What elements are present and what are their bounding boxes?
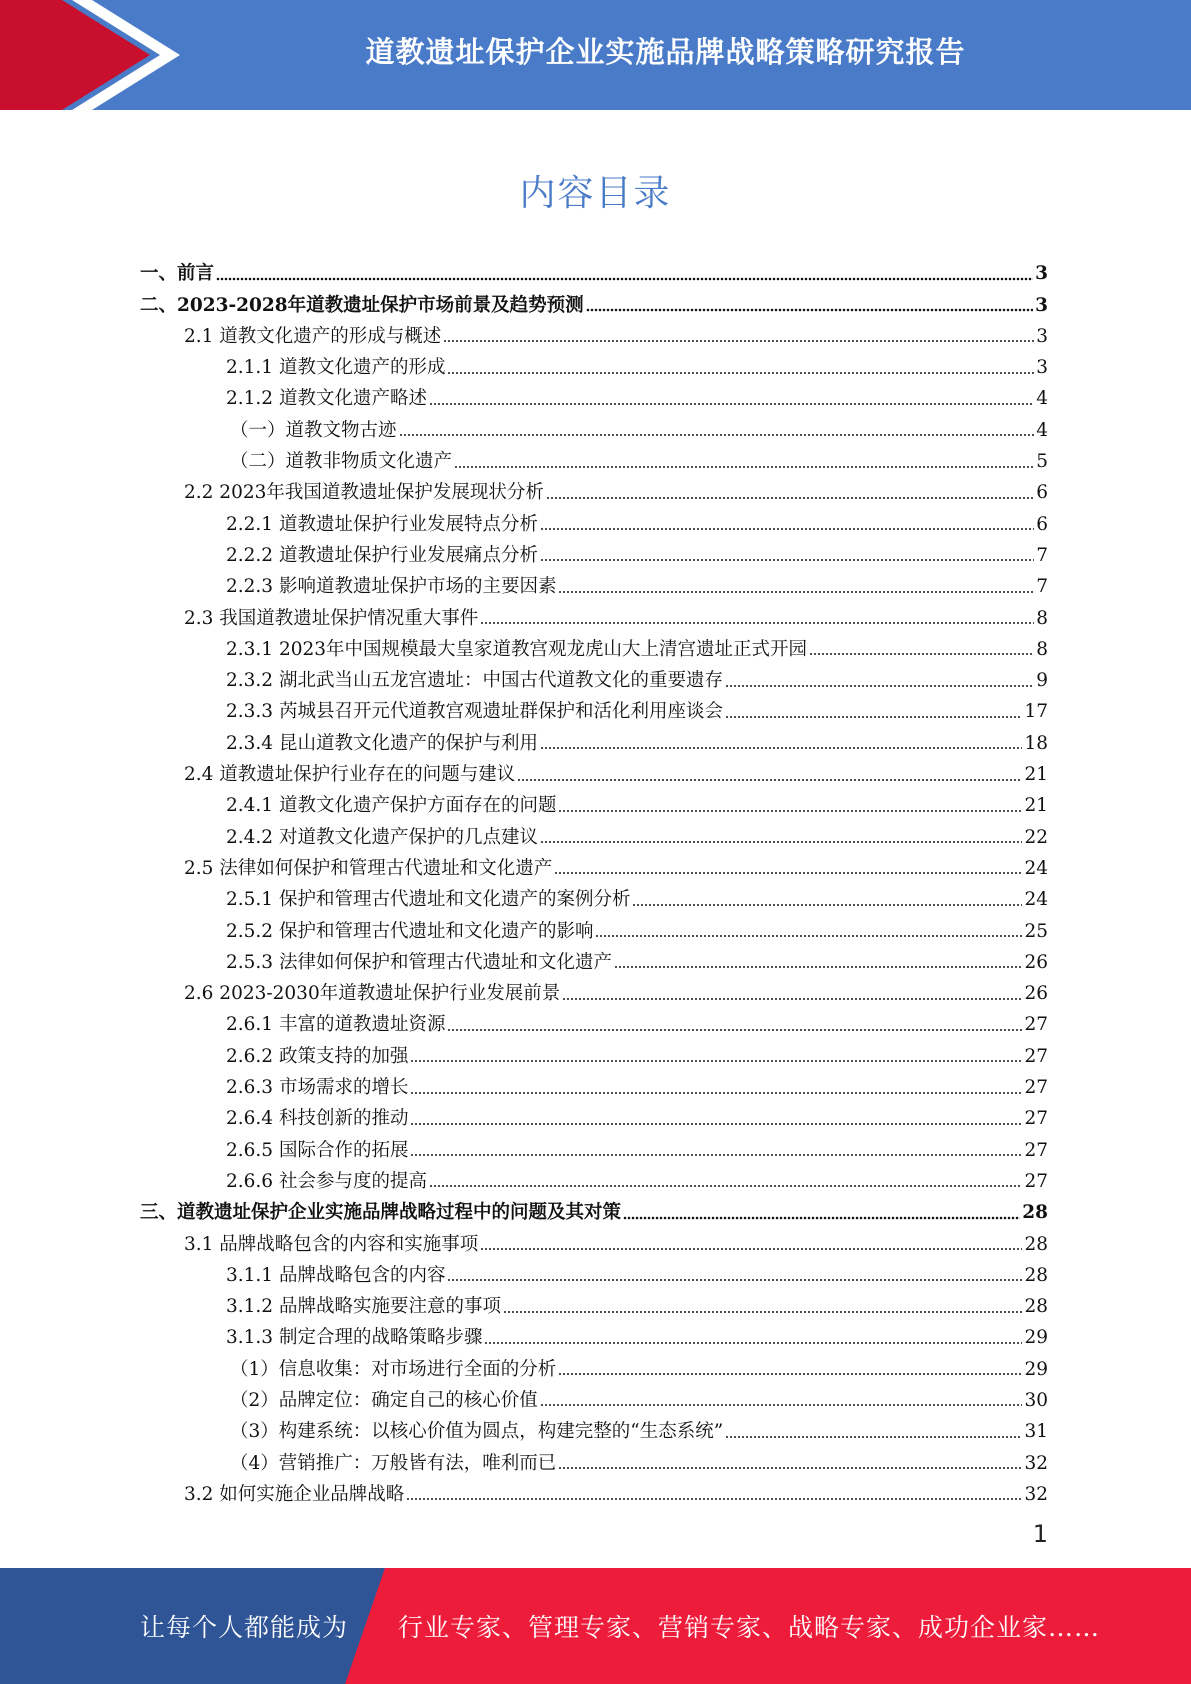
toc-entry-title: 2.1 道教文化遗产的形成与概述 <box>184 325 442 347</box>
toc-entry-title: 2.6.2 政策支持的加强 <box>226 1045 409 1067</box>
toc-dot-leader <box>725 683 1034 688</box>
toc-entry[interactable] <box>140 1130 1048 1161</box>
toc-entry-page: 27 <box>1024 1108 1048 1130</box>
toc-dot-leader <box>540 1403 1023 1408</box>
toc-entry[interactable] <box>140 849 1048 880</box>
toc-dot-leader <box>447 1278 1022 1283</box>
toc-entry-page: 22 <box>1024 826 1048 848</box>
toc-entry[interactable] <box>140 1068 1048 1099</box>
toc-entry-title: （4）营销推广：万般皆有法，唯利而已 <box>230 1452 557 1474</box>
toc-entry-page: 32 <box>1024 1483 1048 1505</box>
toc-dot-leader <box>429 1184 1022 1189</box>
toc-entry-title: 一、前言 <box>140 263 215 285</box>
toc-entry[interactable] <box>140 1475 1048 1506</box>
toc-entry-title: （1）信息收集：对市场进行全面的分析 <box>230 1358 557 1380</box>
toc-dot-leader <box>429 401 1034 406</box>
toc-entry-page: 28 <box>1024 1233 1048 1255</box>
toc-entry-title: 2.6 2023-2030年道教遗址保护行业发展前景 <box>184 983 561 1005</box>
toc-entry-title: 2.5.2 保护和管理古代遗址和文化遗产的影响 <box>226 920 594 942</box>
toc-entry[interactable] <box>140 630 1048 661</box>
toc-entry-title: （2）品牌定位：确定自己的核心价值 <box>230 1389 538 1411</box>
toc-dot-leader <box>480 621 1034 626</box>
report-title: 道教遗址保护企业实施品牌战略策略研究报告 <box>365 34 966 69</box>
toc-entry-page: 27 <box>1024 1077 1048 1099</box>
toc-dot-leader <box>540 527 1034 532</box>
toc-entry[interactable] <box>140 1005 1048 1036</box>
page-header-band <box>0 0 1191 110</box>
toc-dot-leader <box>447 1027 1022 1032</box>
toc-entry-title: 2.2.2 道教遗址保护行业发展痛点分析 <box>226 544 538 566</box>
toc-entry[interactable] <box>140 1349 1048 1380</box>
toc-entry-page: 17 <box>1024 701 1048 723</box>
toc-entry[interactable] <box>140 974 1048 1005</box>
toc-entry-page: 27 <box>1024 1014 1048 1036</box>
toc-entry-page: 8 <box>1036 638 1048 660</box>
toc-dot-leader <box>558 589 1034 594</box>
toc-entry[interactable] <box>140 1412 1048 1443</box>
toc-dot-leader <box>725 1434 1022 1439</box>
toc-entry-page: 9 <box>1036 670 1048 692</box>
toc-entry[interactable] <box>140 943 1048 974</box>
toc-dot-leader <box>454 464 1034 469</box>
toc-dot-leader <box>410 1090 1022 1095</box>
toc-entry-page: 6 <box>1036 513 1048 535</box>
toc-entry-title: 2.1.1 道教文化遗产的形成 <box>226 357 446 379</box>
toc-dot-leader <box>503 1309 1022 1314</box>
toc-entry-title: 2.6.3 市场需求的增长 <box>226 1077 409 1099</box>
toc-dot-leader <box>484 1340 1022 1345</box>
toc-entry-title: 2.3.4 昆山道教文化遗产的保护与利用 <box>226 732 538 754</box>
toc-entry-title: 2.6.1 丰富的道教遗址资源 <box>226 1014 446 1036</box>
toc-dot-leader <box>623 1215 1020 1220</box>
toc-dot-leader <box>546 495 1034 500</box>
toc-entry-title: 2.2.1 道教遗址保护行业发展特点分析 <box>226 513 538 535</box>
toc-entry[interactable] <box>140 1443 1048 1474</box>
toc-entry[interactable] <box>140 567 1048 598</box>
toc-entry-page: 3 <box>1036 325 1048 347</box>
page-footer-band <box>0 1568 1191 1684</box>
toc-dot-leader <box>614 965 1022 970</box>
toc-entry[interactable] <box>140 504 1048 535</box>
toc-entry[interactable] <box>140 880 1048 911</box>
toc-entry-title: 2.6.6 社会参与度的提高 <box>226 1170 427 1192</box>
toc-entry[interactable] <box>140 1162 1048 1193</box>
toc-entry[interactable] <box>140 254 1048 285</box>
toc-entry-page: 27 <box>1024 1045 1048 1067</box>
toc-entry-title: 二、2023-2028年道教遗址保护市场前景及趋势预测 <box>140 294 584 316</box>
toc-entry[interactable] <box>140 379 1048 410</box>
toc-dot-leader <box>554 871 1022 876</box>
toc-dot-leader <box>540 558 1034 563</box>
toc-dot-leader <box>540 840 1022 845</box>
toc-entry[interactable] <box>140 285 1048 316</box>
toc-entry-title: 2.5.1 保护和管理古代遗址和文化遗产的案例分析 <box>226 889 631 911</box>
toc-entry-page: 29 <box>1024 1358 1048 1380</box>
toc-entry-page: 7 <box>1036 576 1048 598</box>
toc-entry[interactable] <box>140 536 1048 567</box>
toc-entry[interactable] <box>140 317 1048 348</box>
toc-entry[interactable] <box>140 786 1048 817</box>
page-number: 1 <box>1032 1520 1048 1548</box>
toc-entry[interactable] <box>140 1193 1048 1224</box>
toc-entry[interactable] <box>140 661 1048 692</box>
toc-entry[interactable] <box>140 410 1048 441</box>
toc-entry-page: 24 <box>1024 889 1048 911</box>
toc-dot-leader <box>725 714 1022 719</box>
toc-entry-page: 28 <box>1022 1202 1048 1224</box>
toc-entry[interactable] <box>140 817 1048 848</box>
toc-entry-title: 2.4.1 道教文化遗产保护方面存在的问题 <box>226 795 557 817</box>
toc-entry-page: 31 <box>1024 1421 1048 1443</box>
toc-entry-title: 2.5 法律如何保护和管理古代遗址和文化遗产 <box>184 857 553 879</box>
toc-dot-leader <box>809 652 1034 657</box>
toc-dot-leader <box>632 902 1022 907</box>
toc-entry-title: 2.3.1 2023年中国规模最大皇家道教宫观龙虎山大上清宫遗址正式开园 <box>226 638 808 660</box>
toc-entry[interactable] <box>140 755 1048 786</box>
toc-entry-page: 4 <box>1036 419 1048 441</box>
toc-entry-page: 18 <box>1024 732 1048 754</box>
toc-entry-title: 2.5.3 法律如何保护和管理古代遗址和文化遗产 <box>226 951 612 973</box>
toc-entry[interactable] <box>140 911 1048 942</box>
toc-entry-page: 28 <box>1024 1296 1048 1318</box>
toc-entry-page: 27 <box>1024 1139 1048 1161</box>
toc-entry-title: 2.6.4 科技创新的推动 <box>226 1108 409 1130</box>
toc-dot-leader <box>558 808 1022 813</box>
toc-dot-leader <box>595 934 1022 939</box>
table-of-contents <box>140 254 1048 1506</box>
toc-entry[interactable] <box>140 1099 1048 1130</box>
toc-dot-leader <box>410 1153 1022 1158</box>
toc-dot-leader <box>410 1059 1022 1064</box>
toc-entry[interactable] <box>140 348 1048 379</box>
toc-entry-page: 8 <box>1036 607 1048 629</box>
toc-entry[interactable] <box>140 473 1048 504</box>
toc-entry[interactable] <box>140 692 1048 723</box>
toc-entry-title: 2.3.2 湖北武当山五龙宫遗址：中国古代道教文化的重要遗存 <box>226 670 723 692</box>
toc-dot-leader <box>540 746 1022 751</box>
toc-dot-leader <box>406 1497 1022 1502</box>
toc-entry-page: 25 <box>1024 920 1048 942</box>
toc-entry-title: （二）道教非物质文化遗产 <box>230 451 453 473</box>
toc-entry-page: 6 <box>1036 482 1048 504</box>
toc-entry[interactable] <box>140 1318 1048 1349</box>
toc-entry[interactable] <box>140 1224 1048 1255</box>
toc-entry-page: 3 <box>1035 294 1048 316</box>
toc-entry-title: 3.1.2 品牌战略实施要注意的事项 <box>226 1296 501 1318</box>
toc-entry-title: 2.2.3 影响道教遗址保护市场的主要因素 <box>226 576 557 598</box>
footer-slogan-right: 行业专家、管理专家、营销专家、战略专家、成功企业家…… <box>398 1613 1101 1642</box>
toc-entry-page: 26 <box>1024 951 1048 973</box>
toc-entry-page: 7 <box>1036 544 1048 566</box>
toc-entry-page: 3 <box>1035 263 1048 285</box>
toc-entry-title: （3）构建系统：以核心价值为圆点，构建完整的“生态系统” <box>230 1421 724 1443</box>
toc-entry-title: 2.4 道教遗址保护行业存在的问题与建议 <box>184 764 516 786</box>
toc-entry-page: 32 <box>1024 1452 1048 1474</box>
toc-entry-page: 4 <box>1036 388 1048 410</box>
toc-entry-title: 三、道教遗址保护企业实施品牌战略过程中的问题及其对策 <box>140 1202 622 1224</box>
toc-entry-title: 2.2 2023年我国道教遗址保护发展现状分析 <box>184 482 544 504</box>
toc-entry-page: 21 <box>1024 795 1048 817</box>
toc-dot-leader <box>517 777 1022 782</box>
toc-dot-leader <box>480 1247 1022 1252</box>
toc-entry[interactable] <box>140 598 1048 629</box>
toc-dot-leader <box>443 339 1034 344</box>
toc-entry-title: 3.1 品牌战略包含的内容和实施事项 <box>184 1233 479 1255</box>
toc-entry[interactable] <box>140 442 1048 473</box>
toc-entry-title: 3.2 如何实施企业品牌战略 <box>184 1483 405 1505</box>
toc-entry[interactable] <box>140 1036 1048 1067</box>
toc-entry-page: 24 <box>1024 857 1048 879</box>
footer-slogan-left: 让每个人都能成为 <box>140 1613 349 1642</box>
toc-dot-leader <box>216 276 1033 281</box>
toc-dot-leader <box>558 1466 1022 1471</box>
toc-entry-page: 28 <box>1024 1264 1048 1286</box>
toc-entry-title: （一）道教文物古迹 <box>230 419 397 441</box>
toc-dot-leader <box>558 1372 1022 1377</box>
toc-dot-leader <box>562 996 1022 1001</box>
toc-entry[interactable] <box>140 1287 1048 1318</box>
toc-entry[interactable] <box>140 723 1048 754</box>
toc-entry-title: 2.4.2 对道教文化遗产保护的几点建议 <box>226 826 538 848</box>
toc-entry-page: 26 <box>1024 983 1048 1005</box>
toc-dot-leader <box>447 370 1034 375</box>
toc-entry-page: 30 <box>1024 1389 1048 1411</box>
toc-entry-title: 2.1.2 道教文化遗产略述 <box>226 388 427 410</box>
toc-entry-title: 3.1.1 品牌战略包含的内容 <box>226 1264 446 1286</box>
toc-dot-leader <box>399 433 1035 438</box>
toc-dot-leader <box>410 1121 1022 1126</box>
toc-entry-page: 3 <box>1036 357 1048 379</box>
toc-entry-page: 27 <box>1024 1170 1048 1192</box>
toc-entry[interactable] <box>140 1256 1048 1287</box>
toc-dot-leader <box>586 308 1033 313</box>
toc-entry-title: 2.3 我国道教遗址保护情况重大事件 <box>184 607 479 629</box>
toc-entry-title: 3.1.3 制定合理的战略策略步骤 <box>226 1327 483 1349</box>
toc-entry[interactable] <box>140 1381 1048 1412</box>
toc-entry-page: 29 <box>1024 1327 1048 1349</box>
toc-entry-page: 5 <box>1036 451 1048 473</box>
toc-entry-title: 2.6.5 国际合作的拓展 <box>226 1139 409 1161</box>
toc-heading: 内容目录 <box>519 173 672 214</box>
toc-entry-page: 21 <box>1024 764 1048 786</box>
toc-entry-title: 2.3.3 芮城县召开元代道教宫观遗址群保护和活化利用座谈会 <box>226 701 723 723</box>
